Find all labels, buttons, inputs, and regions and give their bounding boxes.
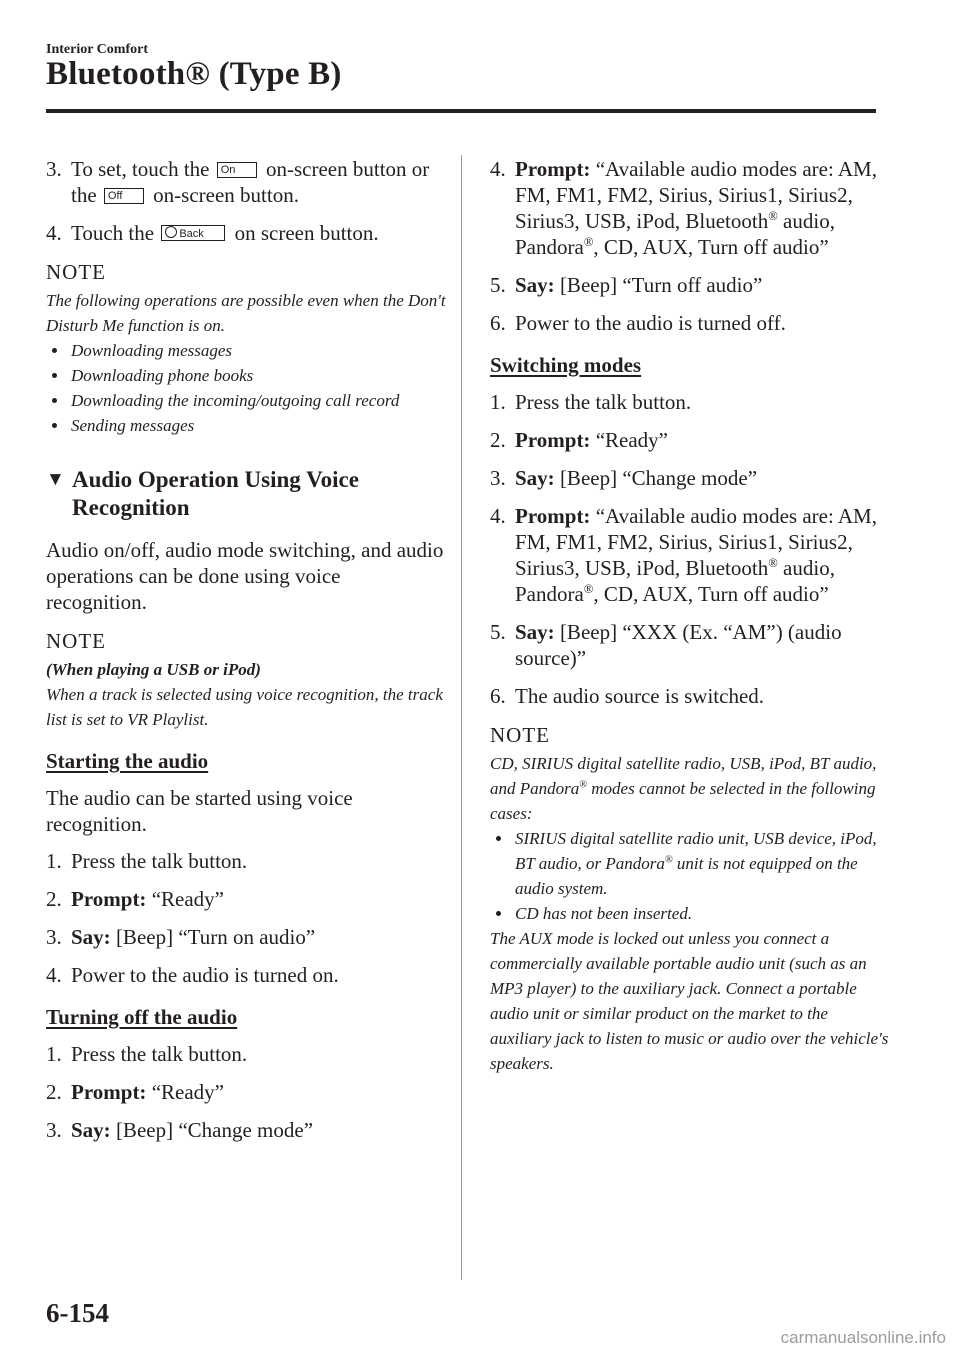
note-text: CD, SIRIUS digital satellite radio, USB, iPod, BT audio, and Pandora® modes cannot be selected in the following cases: [490, 754, 877, 823]
step: 1. Press the talk button. [46, 1042, 248, 1066]
step: 4. Power to the audio is turned on. [46, 963, 339, 987]
list-item: Downloading the incoming/outgoing call record [46, 388, 446, 413]
right-column [490, 156, 890, 1076]
list-item: Downloading messages [46, 338, 446, 363]
step: 3. Say: [Beep] “Turn on audio” [46, 925, 316, 949]
step: 1. Press the talk button. [46, 849, 248, 873]
step: 2. Prompt: “Ready” [46, 1080, 224, 1104]
title-rule [46, 109, 876, 113]
note-heading: NOTE [46, 629, 106, 653]
step: 3. Say: [Beep] “Change mode” [490, 466, 758, 490]
subheading-switching-modes: Switching modes [490, 353, 642, 377]
step: 2. Prompt: “Ready” [490, 428, 668, 452]
note-bullets [46, 338, 446, 438]
back-button-icon: Back [161, 225, 225, 241]
list-item: Sending messages [46, 413, 446, 438]
subheading-turning-off-audio: Turning off the audio [46, 1005, 238, 1029]
step-set-on-off: 3. To set, touch the On on-screen button or the Off on-screen button. [46, 157, 430, 207]
section-heading: ▼ Audio Operation Using Voice Recognition [46, 467, 359, 520]
step: 4. Prompt: “Available audio modes are: AM, FM, FM1, FM2, Sirius, Sirius1, Sirius2, Sirius3, USB, iPod, Bluetooth® audio, Pandora®, CD, AUX, Turn off audio” [490, 157, 877, 259]
page-number: 6-154 [46, 1298, 109, 1328]
note-text: When a track is selected using voice recognition, the track list is set to VR Playlist. [46, 685, 443, 729]
list-item: CD has not been inserted. [490, 901, 890, 926]
step-touch-back: 4. Touch the Back on screen button. [46, 221, 379, 245]
list-item: Downloading phone books [46, 363, 446, 388]
step: 5. Say: [Beep] “Turn off audio” [490, 273, 763, 297]
triangle-down-icon: ▼ [46, 469, 65, 490]
step: 6. The audio source is switched. [490, 684, 765, 708]
step: 6. Power to the audio is turned off. [490, 311, 786, 335]
watermark: carmanualsonline.info [780, 1328, 946, 1347]
on-button-icon: On [217, 162, 257, 178]
note-heading: NOTE [490, 723, 550, 747]
off-button-icon: Off [104, 188, 144, 204]
step: 2. Prompt: “Ready” [46, 887, 224, 911]
step: 1. Press the talk button. [490, 390, 692, 414]
note-text: The AUX mode is locked out unless you connect a commercially available portable audio unit (such as an MP3 player) to the auxiliary jack. Connect a portable audio unit or similar product on the market to the auxiliary jack to listen to music or audio over the vehicle's speakers. [490, 929, 889, 1073]
page-title: Bluetooth® (Type B) [46, 56, 342, 92]
note-text: The following operations are possible even when the Don't Disturb Me function is on. [46, 291, 446, 335]
paragraph: The audio can be started using voice recognition. [46, 786, 353, 836]
left-column [46, 156, 446, 1155]
note-heading: NOTE [46, 260, 106, 284]
section-label: Interior Comfort [46, 42, 148, 57]
subheading-starting-audio: Starting the audio [46, 749, 209, 773]
intro-paragraph: Audio on/off, audio mode switching, and audio operations can be done using voice recognition. [46, 538, 444, 614]
step: 4. Prompt: “Available audio modes are: AM, FM, FM1, FM2, Sirius, Sirius1, Sirius2, Sirius3, USB, iPod, Bluetooth® audio, Pandora®, CD, AUX, Turn off audio” [490, 504, 877, 606]
step: 3. Say: [Beep] “Change mode” [46, 1118, 314, 1142]
note-subheading: (When playing a USB or iPod) [46, 660, 261, 679]
column-divider [461, 155, 462, 1280]
note-bullets [490, 826, 890, 926]
step: 5. Say: [Beep] “XXX (Ex. “AM”) (audio source)” [490, 620, 842, 670]
list-item: SIRIUS digital satellite radio unit, USB device, iPod, BT audio, or Pandora® unit is not equipped on the audio system. [490, 826, 890, 901]
